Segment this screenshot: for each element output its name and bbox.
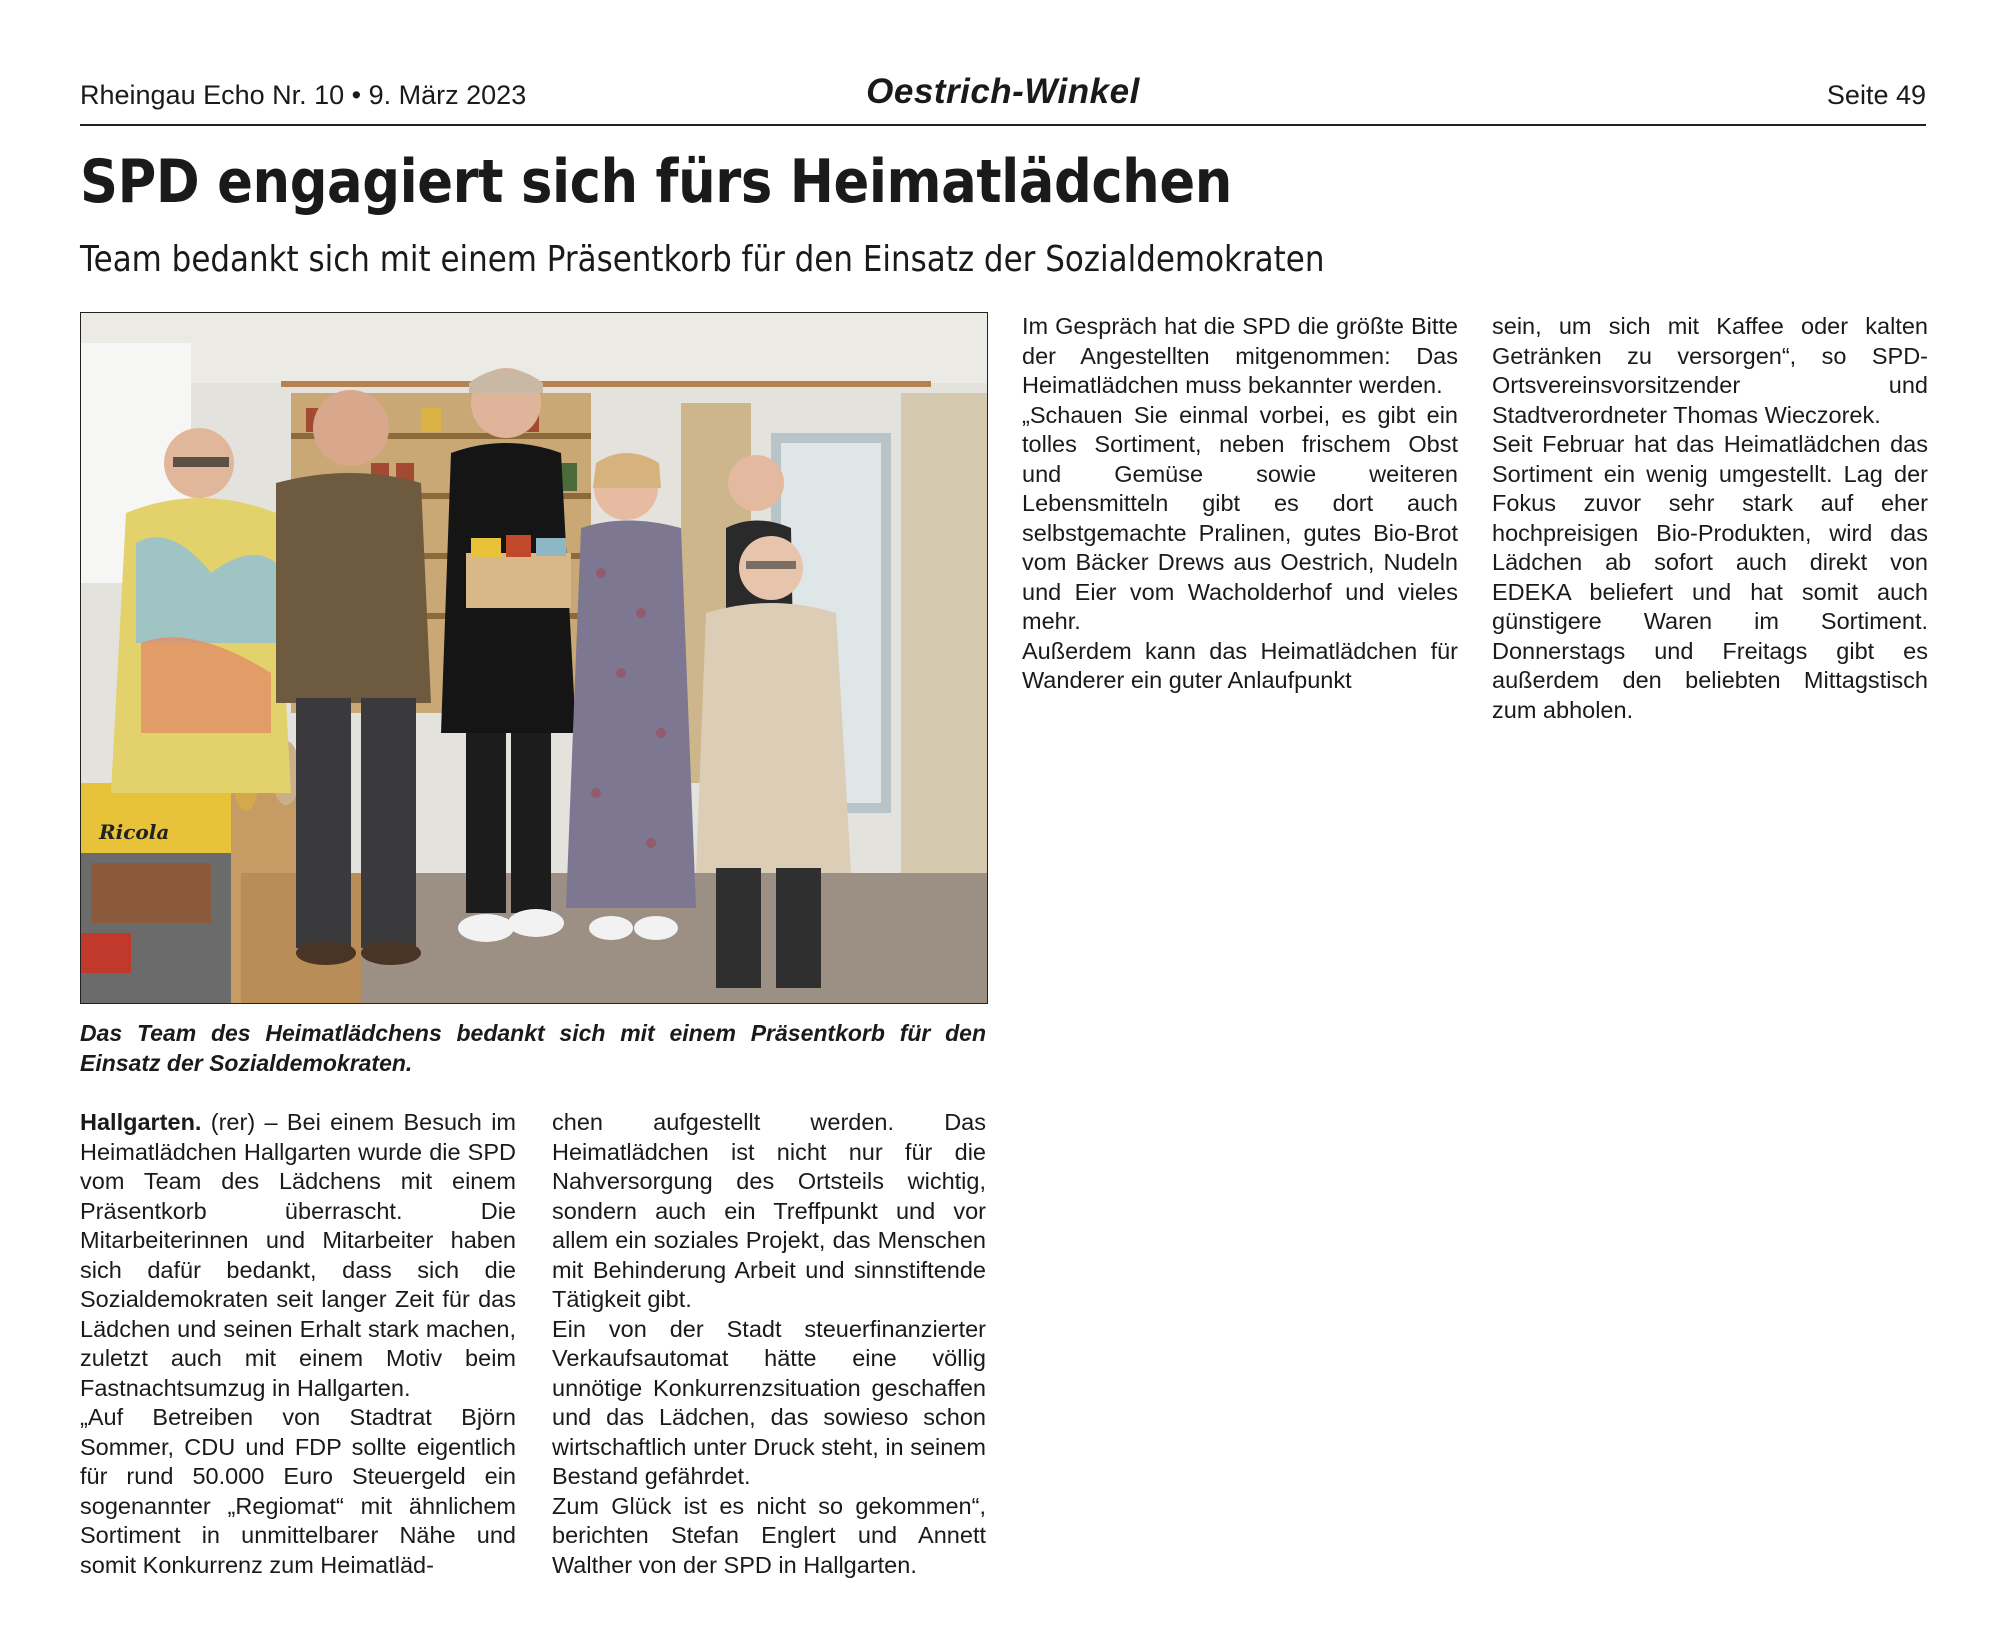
article-paragraph: Im Gespräch hat die SPD die größte Bitte der Angestellten mitgenommen: Das Heimatlädchen muss bekannter werden. — [1022, 313, 1458, 398]
article-paragraph — [80, 1108, 516, 1403]
page-number: Seite 49 — [1826, 80, 1926, 110]
article-paragraph: Zum Glück ist es nicht so gekommen“, berichten Stefan Englert und Annett Walther von der SPD in Hallgarten. — [552, 1492, 986, 1578]
article-column-4 — [1492, 312, 1928, 725]
article-column-2 — [552, 1108, 986, 1580]
page-header — [80, 72, 1926, 126]
article-photo — [80, 312, 988, 1004]
article-subheadline: Team bedankt sich mit einem Präsentkorb für den Einsatz der Sozialdemokraten — [80, 239, 1325, 280]
photo-caption: Das Team des Heimatlädchens bedankt sich mit einem Präsentkorb für den Einsatz der Sozialdemokraten. — [80, 1020, 986, 1076]
article-paragraph: chen aufgestellt werden. Das Heimatlädchen ist nicht nur für die Nahversorgung des Ortsteils wichtig, sondern auch ein Treffpunkt und vor allem ein soziales Projekt, das Menschen mit Behinderung Arbeit und sinnstiftende Tätigkeit gibt. — [552, 1109, 986, 1312]
article-column-1 — [80, 1108, 516, 1580]
article-paragraph: sein, um sich mit Kaffee oder kalten Getränken zu versorgen“, so SPD-Ortsvereinsvorsitzender und Stadtverordneter Thomas Wieczorek. — [1492, 313, 1928, 428]
publication-info: Rheingau Echo Nr. 10 • 9. März 2023 — [80, 80, 527, 110]
photo-ricola-label: Ricola — [99, 820, 170, 844]
paragraph-text: (rer) – Bei einem Besuch im Heimatlädchen Hallgarten wurde die SPD vom Team des Lädchens mit einem Präsentkorb überrascht. Die Mitarbeiterinnen und Mitarbeiter haben sich dafür bedankt, dass sich die Sozialdemokraten seit langer Zeit für das Lädchen und seinen Erhalt stark machen, zuletzt auch mit einem Motiv beim Fastnachtsumzug in Hallgarten. — [80, 1109, 516, 1401]
article-paragraph: Ein von der Stadt steuerfinanzierter Verkaufsautomat hätte eine völlig unnötige Konkurrenzsituation geschaffen und das Lädchen, das sowieso schon wirtschaftlich unter Druck steht, in seinem Bestand gefährdet. — [552, 1315, 986, 1489]
article-paragraph: „Auf Betreiben von Stadtrat Björn Sommer, CDU und FDP sollte eigentlich für rund 50.000 Euro Steuergeld ein sogenannter „Regiomat“ mit ähnlichem Sortiment in unmittelbarer Nähe und somit Konkurrenz zum Heimatläd- — [80, 1404, 516, 1578]
section-title: Oestrich-Winkel — [866, 72, 1140, 111]
article-paragraph: „Schauen Sie einmal vorbei, es gibt ein tolles Sortiment, neben frischem Obst und Gemüse sowie weiteren Lebensmitteln gibt es dort auch selbstgemachte Pralinen, gutes Bio-Brot vom Bäcker Drews aus Oestrich, Nudeln und Eier vom Wacholderhof und vieles mehr. — [1022, 401, 1458, 634]
article-paragraph: Außerdem kann das Heimatlädchen für Wanderer ein guter Anlaufpunkt — [1022, 637, 1458, 693]
article-paragraph: Seit Februar hat das Heimatlädchen das Sortiment ein wenig umgestellt. Lag der Fokus zuvor sehr stark auf eher hochpreisigen Bio-Produkten, wird das Lädchen ab sofort auch direkt von EDEKA beliefert und hat somit auch günstigere Waren im Sortiment. Donnerstags und Freitags gibt es außerdem den beliebten Mittagstisch zum abholen. — [1492, 431, 1928, 723]
photo-illustration — [81, 313, 987, 1003]
article-column-3 — [1022, 312, 1458, 696]
article-headline: SPD engagiert sich fürs Heimatlädchen — [80, 147, 1232, 217]
dateline: Hallgarten. — [80, 1109, 202, 1135]
